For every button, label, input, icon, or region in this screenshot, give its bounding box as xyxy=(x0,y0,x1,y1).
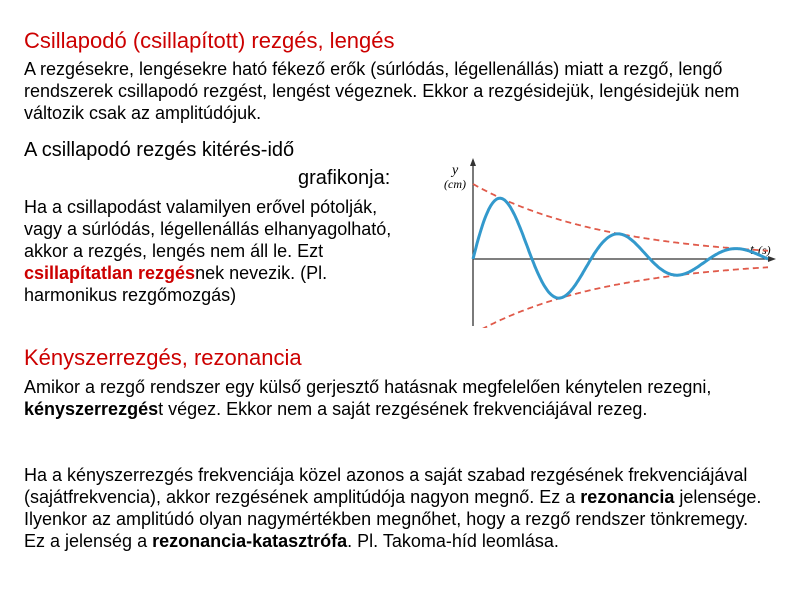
undamped-text-before: Ha a csillapodást valamilyen erővel pótolják, vagy a súrlódás, légellenállás elhanyagolható, akkor a rezgés, lengés nem áll le. Ezt xyxy=(24,197,392,261)
section-title-damped: Csillapodó (csillapított) rezgés, lengés xyxy=(24,28,395,53)
forced-p1-before: Amikor a rezgő rendszer egy külső gerjesztő hatásnak megfelelően kénytelen rezegni, xyxy=(24,377,712,397)
y-axis-label: y xyxy=(452,163,459,178)
forced-paragraph-1 xyxy=(24,376,774,420)
graph-title-line1: A csillapodó rezgés kitérés-idő xyxy=(24,139,295,161)
envelope-lower xyxy=(473,267,768,328)
forced-p1-after: t végez. Ekkor nem a saját rezgésének frekvenciájával rezeg. xyxy=(158,399,648,419)
undamped-term-suffix: nek xyxy=(195,263,225,283)
y-axis-arrow xyxy=(470,158,476,166)
x-axis-label: t xyxy=(750,243,754,258)
resonance-catastrophe-term: rezonancia-katasztrófa xyxy=(152,531,348,551)
resonance-term: rezonancia xyxy=(580,487,675,507)
forced-p2-before: Ha a kényszerrezgés frekvenciája közel azonos a saját szabad rezgésének frekvenciájával (sajátfrekvencia), akkor rezgésének amplitúdója nagyon megnő. Ez a xyxy=(24,465,748,507)
x-axis-unit: (s) xyxy=(758,243,771,257)
undamped-text-after: nevezik. (Pl. harmonikus rezgőmozgás) xyxy=(24,263,328,305)
forced-p1-term: kényszerrezgés xyxy=(24,399,159,419)
forced-paragraph-2 xyxy=(24,464,774,552)
forced-p2-mid: jelensége. Ilyenkor az amplitúdó olyan nagymértékben megnőhet, hogy a rezgő rendszer tönkremegy. Ez a jelenség a xyxy=(24,487,762,551)
graph-title-line2: grafikonja: xyxy=(298,167,391,189)
damped-oscillation-chart xyxy=(418,156,778,328)
undamped-paragraph xyxy=(24,196,408,306)
damped-intro-paragraph: A rezgésekre, lengésekre ható fékező erők (súrlódás, légellenállás) miatt a rezgő, lengő rendszerek csillapodó rezgést, lengést végeznek. Ekkor a rezgésidejük, lengésidejük nem változik csak az amplitúdójuk. xyxy=(24,59,740,123)
y-axis-unit: (cm) xyxy=(444,177,466,191)
section-title-forced: Kényszerrezgés, rezonancia xyxy=(24,345,302,370)
undamped-term: csillapítatlan rezgés xyxy=(24,263,196,283)
forced-p2-after: . Pl. Takoma-híd leomlása. xyxy=(347,531,559,551)
